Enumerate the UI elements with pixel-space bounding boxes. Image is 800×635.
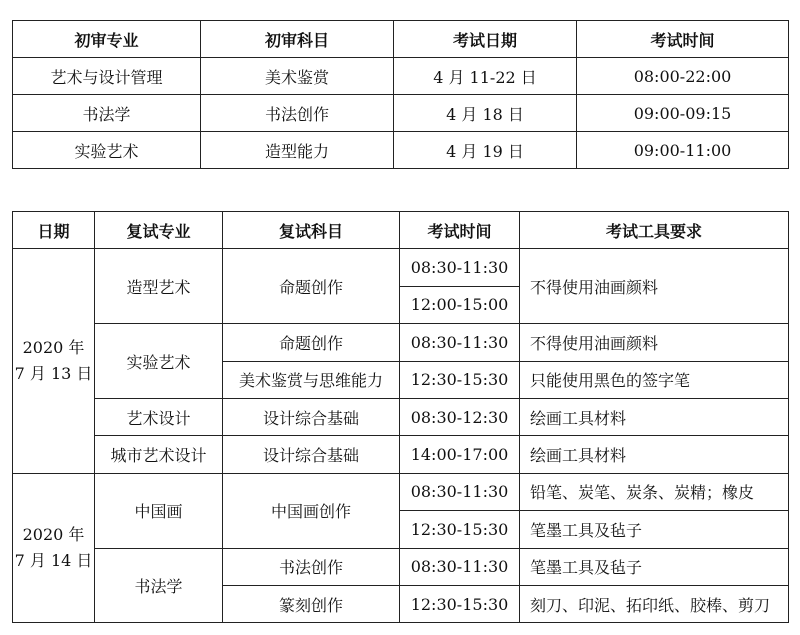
table-row <box>13 548 789 585</box>
header-time: 考试时间 <box>577 21 789 58</box>
cell-date: 4 月 19 日 <box>394 132 577 169</box>
table-row <box>13 398 789 435</box>
cell-subject: 篆刻创作 <box>223 585 400 622</box>
table-header-row <box>13 21 789 58</box>
cell-tools: 铅笔、炭笔、炭条、炭精；橡皮 <box>520 473 789 510</box>
cell-date: 4 月 18 日 <box>394 95 577 132</box>
cell-tools: 笔墨工具及毡子 <box>520 548 789 585</box>
cell-tools: 绘画工具材料 <box>520 398 789 435</box>
cell-tools: 不得使用油画颜料 <box>520 324 789 361</box>
cell-date: 4 月 11-22 日 <box>394 58 577 95</box>
cell-time: 12:00-15:00 <box>400 286 520 323</box>
cell-date: 2020 年 7 月 14 日 <box>13 473 95 623</box>
cell-major: 书法学 <box>13 95 201 132</box>
table-row <box>13 436 789 473</box>
cell-time: 09:00-11:00 <box>577 132 789 169</box>
table-row <box>13 324 789 361</box>
cell-tools: 只能使用黑色的签字笔 <box>520 361 789 398</box>
retest-exam-table <box>12 211 789 623</box>
cell-time: 09:00-09:15 <box>577 95 789 132</box>
cell-subject: 书法创作 <box>223 548 400 585</box>
cell-major: 实验艺术 <box>13 132 201 169</box>
cell-major: 城市艺术设计 <box>95 436 223 473</box>
header-major: 复试专业 <box>95 212 223 249</box>
table-row <box>13 95 789 132</box>
cell-time: 08:30-12:30 <box>400 398 520 435</box>
cell-time: 08:00-22:00 <box>577 58 789 95</box>
table-row <box>13 249 789 286</box>
cell-major: 造型艺术 <box>95 249 223 324</box>
cell-subject: 命题创作 <box>223 249 400 324</box>
cell-time: 08:30-11:30 <box>400 249 520 286</box>
cell-subject: 设计综合基础 <box>223 398 400 435</box>
cell-time: 12:30-15:30 <box>400 361 520 398</box>
cell-subject: 书法创作 <box>201 95 394 132</box>
table-row <box>13 58 789 95</box>
header-date: 日期 <box>13 212 95 249</box>
cell-major: 艺术与设计管理 <box>13 58 201 95</box>
header-subject: 初审科目 <box>201 21 394 58</box>
header-major: 初审专业 <box>13 21 201 58</box>
table-row <box>13 132 789 169</box>
table-header-row <box>13 212 789 249</box>
cell-time: 08:30-11:30 <box>400 324 520 361</box>
cell-subject: 美术鉴赏 <box>201 58 394 95</box>
cell-subject: 造型能力 <box>201 132 394 169</box>
cell-subject: 中国画创作 <box>223 473 400 548</box>
table-row <box>13 473 789 510</box>
cell-major: 实验艺术 <box>95 324 223 399</box>
header-time: 考试时间 <box>400 212 520 249</box>
cell-tools: 不得使用油画颜料 <box>520 249 789 324</box>
cell-tools: 绘画工具材料 <box>520 436 789 473</box>
cell-time: 08:30-11:30 <box>400 473 520 510</box>
header-tools: 考试工具要求 <box>520 212 789 249</box>
cell-major: 艺术设计 <box>95 398 223 435</box>
cell-time: 12:30-15:30 <box>400 511 520 548</box>
cell-subject: 设计综合基础 <box>223 436 400 473</box>
header-subject: 复试科目 <box>223 212 400 249</box>
preliminary-exam-table <box>12 20 789 169</box>
cell-time: 12:30-15:30 <box>400 585 520 622</box>
cell-tools: 笔墨工具及毡子 <box>520 511 789 548</box>
header-date: 考试日期 <box>394 21 577 58</box>
cell-time: 14:00-17:00 <box>400 436 520 473</box>
cell-major: 书法学 <box>95 548 223 623</box>
cell-date: 2020 年 7 月 13 日 <box>13 249 95 473</box>
cell-tools: 刻刀、印泥、拓印纸、胶棒、剪刀 <box>520 585 789 622</box>
cell-time: 08:30-11:30 <box>400 548 520 585</box>
cell-subject: 命题创作 <box>223 324 400 361</box>
cell-major: 中国画 <box>95 473 223 548</box>
cell-subject: 美术鉴赏与思维能力 <box>223 361 400 398</box>
